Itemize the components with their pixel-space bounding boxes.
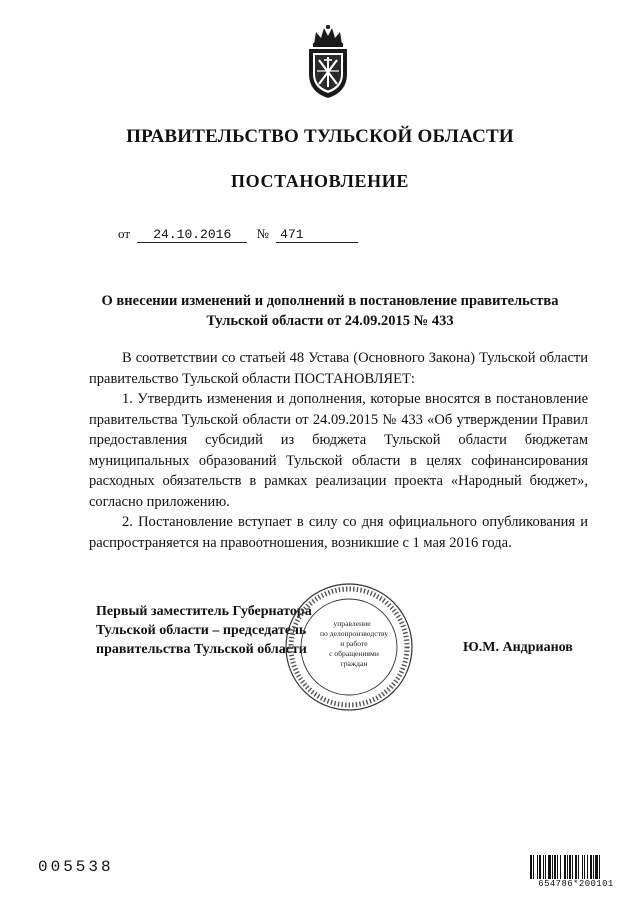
position-line: Первый заместитель Губернатора — [96, 604, 312, 619]
barcode-bar — [564, 855, 566, 879]
stamp-text: по делопроизводству — [319, 629, 389, 638]
barcode-bar — [539, 855, 541, 879]
barcode-bar — [543, 855, 544, 879]
document-type: ПОСТАНОВЛЕНИЕ — [231, 171, 409, 191]
barcode-icon — [530, 855, 622, 879]
barcode-bar — [567, 855, 568, 879]
barcode-bar — [582, 855, 583, 879]
barcode-bar — [599, 855, 600, 879]
number-prefix: № — [256, 226, 269, 241]
tula-coat-of-arms-icon — [300, 24, 356, 100]
barcode-bar — [557, 855, 558, 879]
serial-number: 005538 — [38, 858, 114, 876]
government-name: ПРАВИТЕЛЬСТВО ТУЛЬСКОЙ ОБЛАСТИ — [126, 126, 514, 147]
barcode-bar — [545, 855, 546, 879]
stamp-text: граждан — [340, 659, 368, 668]
body-paragraph: В соответствии со статьей 48 Устава (Основного Закона) Тульской области правительство Тульской области ПОСТАНОВЛЯЕТ: — [89, 350, 588, 387]
document-body — [89, 348, 588, 553]
subject-line: Тульской области от 24.09.2015 № 433 — [206, 313, 454, 329]
barcode-bar — [593, 855, 594, 879]
document-date-number — [118, 226, 358, 243]
body-paragraph: 2. Постановление вступает в силу со дня официального опубликования и распространяется на правоотношения, возникшие с 1 мая 2016 года. — [89, 514, 588, 551]
barcode — [530, 855, 622, 889]
round-seal-stamp-icon — [282, 580, 416, 714]
stamp-text: управление — [333, 619, 371, 628]
stamp-text: с обращениями — [329, 649, 379, 658]
barcode-bar — [584, 855, 585, 879]
barcode-bar — [560, 855, 561, 879]
position-line: правительства Тульской области — [96, 642, 307, 657]
barcode-bar — [575, 855, 577, 879]
barcode-bar — [572, 855, 573, 879]
barcode-bar — [530, 855, 532, 879]
document-subject — [80, 291, 580, 331]
date-prefix: от — [118, 226, 131, 241]
document-number: 471 — [276, 228, 358, 243]
stamp-text: и работе — [340, 639, 368, 648]
signatory-position — [96, 602, 312, 659]
subject-line: О внесении изменений и дополнений в постановление правительства — [101, 293, 559, 309]
barcode-bar — [537, 855, 538, 879]
barcode-bar — [554, 855, 556, 879]
barcode-bar — [552, 855, 553, 879]
barcode-bar — [569, 855, 571, 879]
barcode-bar — [587, 855, 588, 879]
document-date: 24.10.2016 — [137, 228, 247, 243]
signatory-name: Ю.М. Андрианов — [463, 640, 573, 655]
barcode-number: 654786*200101 — [538, 879, 614, 889]
barcode-bar — [533, 855, 534, 879]
body-paragraph: 1. Утвердить изменения и дополнения, которые вносятся в постановление правительства Тульской области от 24.09.2015 № 433 «Об утверждении Правил предоставления субсидий из бюджета Тульской области бюджетам муниципальных образований Тульской области в целях софинансирования расходных обязательств в рамках реализации проекта «Народный бюджет», согласно приложению. — [89, 391, 588, 510]
barcode-bar — [595, 855, 598, 879]
barcode-bar — [578, 855, 579, 879]
barcode-bar — [548, 855, 551, 879]
barcode-bar — [590, 855, 592, 879]
position-line: Тульской области – председатель — [96, 623, 307, 638]
